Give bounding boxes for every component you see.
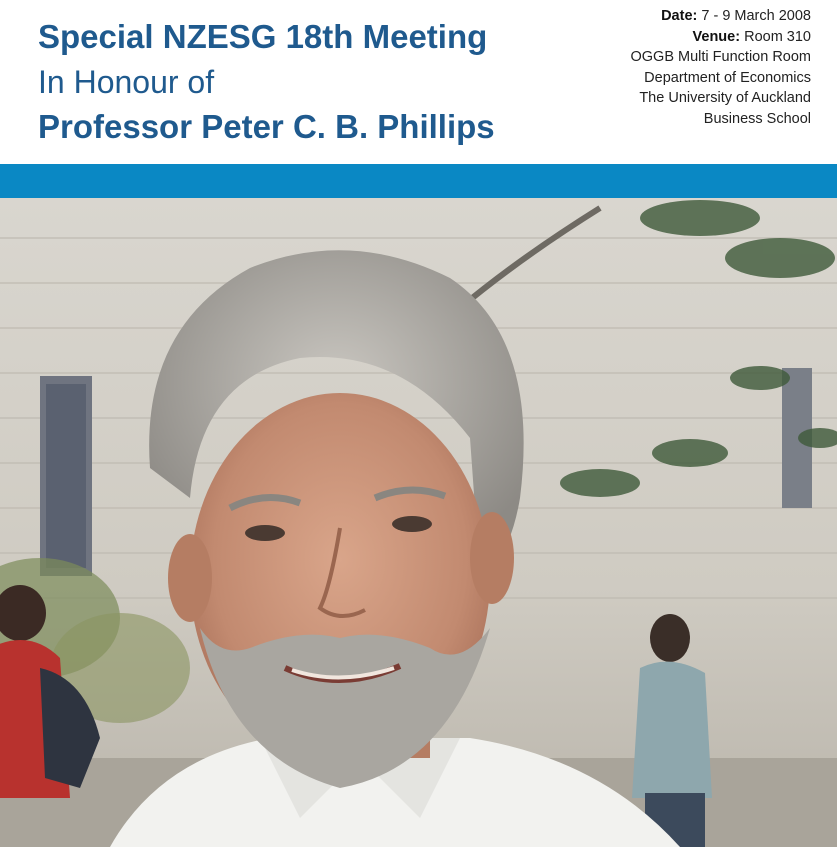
blue-band <box>0 164 837 198</box>
honoree-name: Professor Peter C. B. Phillips <box>38 108 495 145</box>
venue-university: The University of Auckland <box>639 90 811 106</box>
venue-value: Room 310 <box>744 28 811 45</box>
venue-line <box>631 27 812 48</box>
honour-line: In Honour of <box>38 64 215 100</box>
meeting-title: Special NZESG 18th Meeting <box>38 18 488 55</box>
venue-school: Business School <box>703 110 811 127</box>
date-label: Date: <box>661 8 698 24</box>
title-block <box>38 14 495 150</box>
date-line <box>631 6 812 27</box>
portrait-photo <box>0 198 837 847</box>
event-info <box>631 6 812 129</box>
date-value: 7 - 9 March 2008 <box>701 8 811 24</box>
header <box>0 0 837 164</box>
portrait-illustration <box>0 198 837 847</box>
venue-room: OGGB Multi Function Room <box>630 49 811 65</box>
venue-label: Venue: <box>692 28 741 45</box>
venue-department: Department of Economics <box>644 69 811 86</box>
